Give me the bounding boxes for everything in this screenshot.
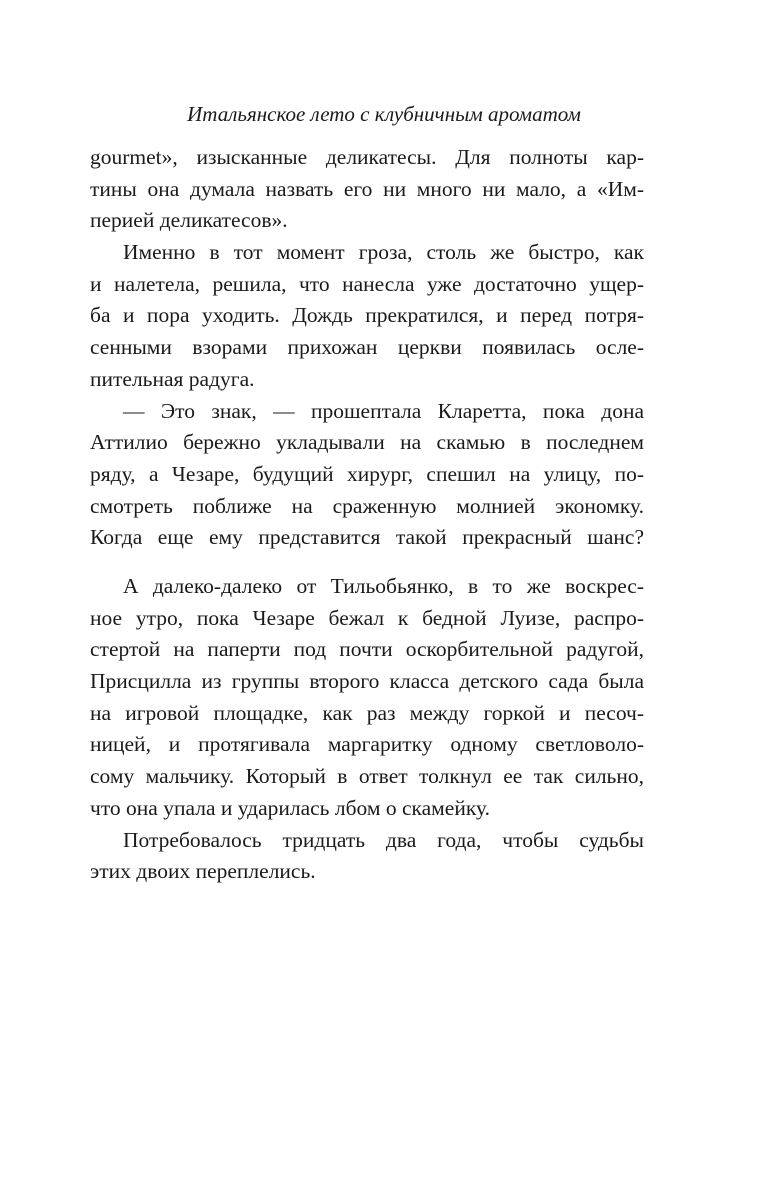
text-line: Аттилио бережно укладывали на скамью в последнем <box>90 430 644 455</box>
text-line: и налетела, решила, что нанесла уже достаточно ущер- <box>90 271 644 296</box>
text-line: пительная радуга. <box>90 366 255 391</box>
text-line: — Это знак, — прошептала Кларетта, пока дона <box>123 398 644 423</box>
text-line: стертой на паперти под почти оскорбительной радугой, <box>90 637 644 662</box>
text-line: перией деликатесов». <box>90 208 288 233</box>
text-line: ба и пора уходить. Дождь прекратился, и перед потря- <box>90 303 644 328</box>
text-line: сому мальчику. Который в ответ толкнул ее так сильно, <box>90 764 644 789</box>
text-line: Потребовалось тридцать два года, чтобы судьбы <box>123 827 644 852</box>
text-line: тины она думала назвать его ни много ни мало, а «Им- <box>90 176 644 201</box>
running-header: Итальянское лето с клубничным ароматом <box>187 102 581 126</box>
text-line: смотреть поближе на сраженную молнией экономку. <box>90 493 644 518</box>
text-line: А далеко-далеко от Тильобьянко, в то же воскрес- <box>123 574 644 598</box>
text-line: этих двоих переплелись. <box>90 859 316 884</box>
text-line: сенными взорами прихожан церкви появилась осле- <box>90 335 644 360</box>
text-line: Когда еще ему представится такой прекрасный шанс? <box>90 525 644 550</box>
text-line: Присцилла из группы второго класса детского сада была <box>90 669 644 694</box>
text-line: ницей, и протягивала маргаритку одному светловоло- <box>90 732 644 757</box>
text-line: ряду, а Чезаре, будущий хирург, спешил на улицу, по- <box>90 461 644 486</box>
text-line: что она упала и ударилась лбом о скамейку. <box>90 795 490 820</box>
text-block-1 <box>90 142 644 554</box>
text-line: ное утро, пока Чезаре бежал к бедной Луизе, распро- <box>90 605 644 630</box>
text-line: gourmet», изысканные деликатесы. Для полноты кар- <box>90 145 644 169</box>
text-block-2 <box>90 571 644 888</box>
text-line: на игровой площадке, как раз между горкой и песоч- <box>90 700 644 725</box>
text-line: Именно в тот момент гроза, столь же быстро, как <box>123 240 644 265</box>
